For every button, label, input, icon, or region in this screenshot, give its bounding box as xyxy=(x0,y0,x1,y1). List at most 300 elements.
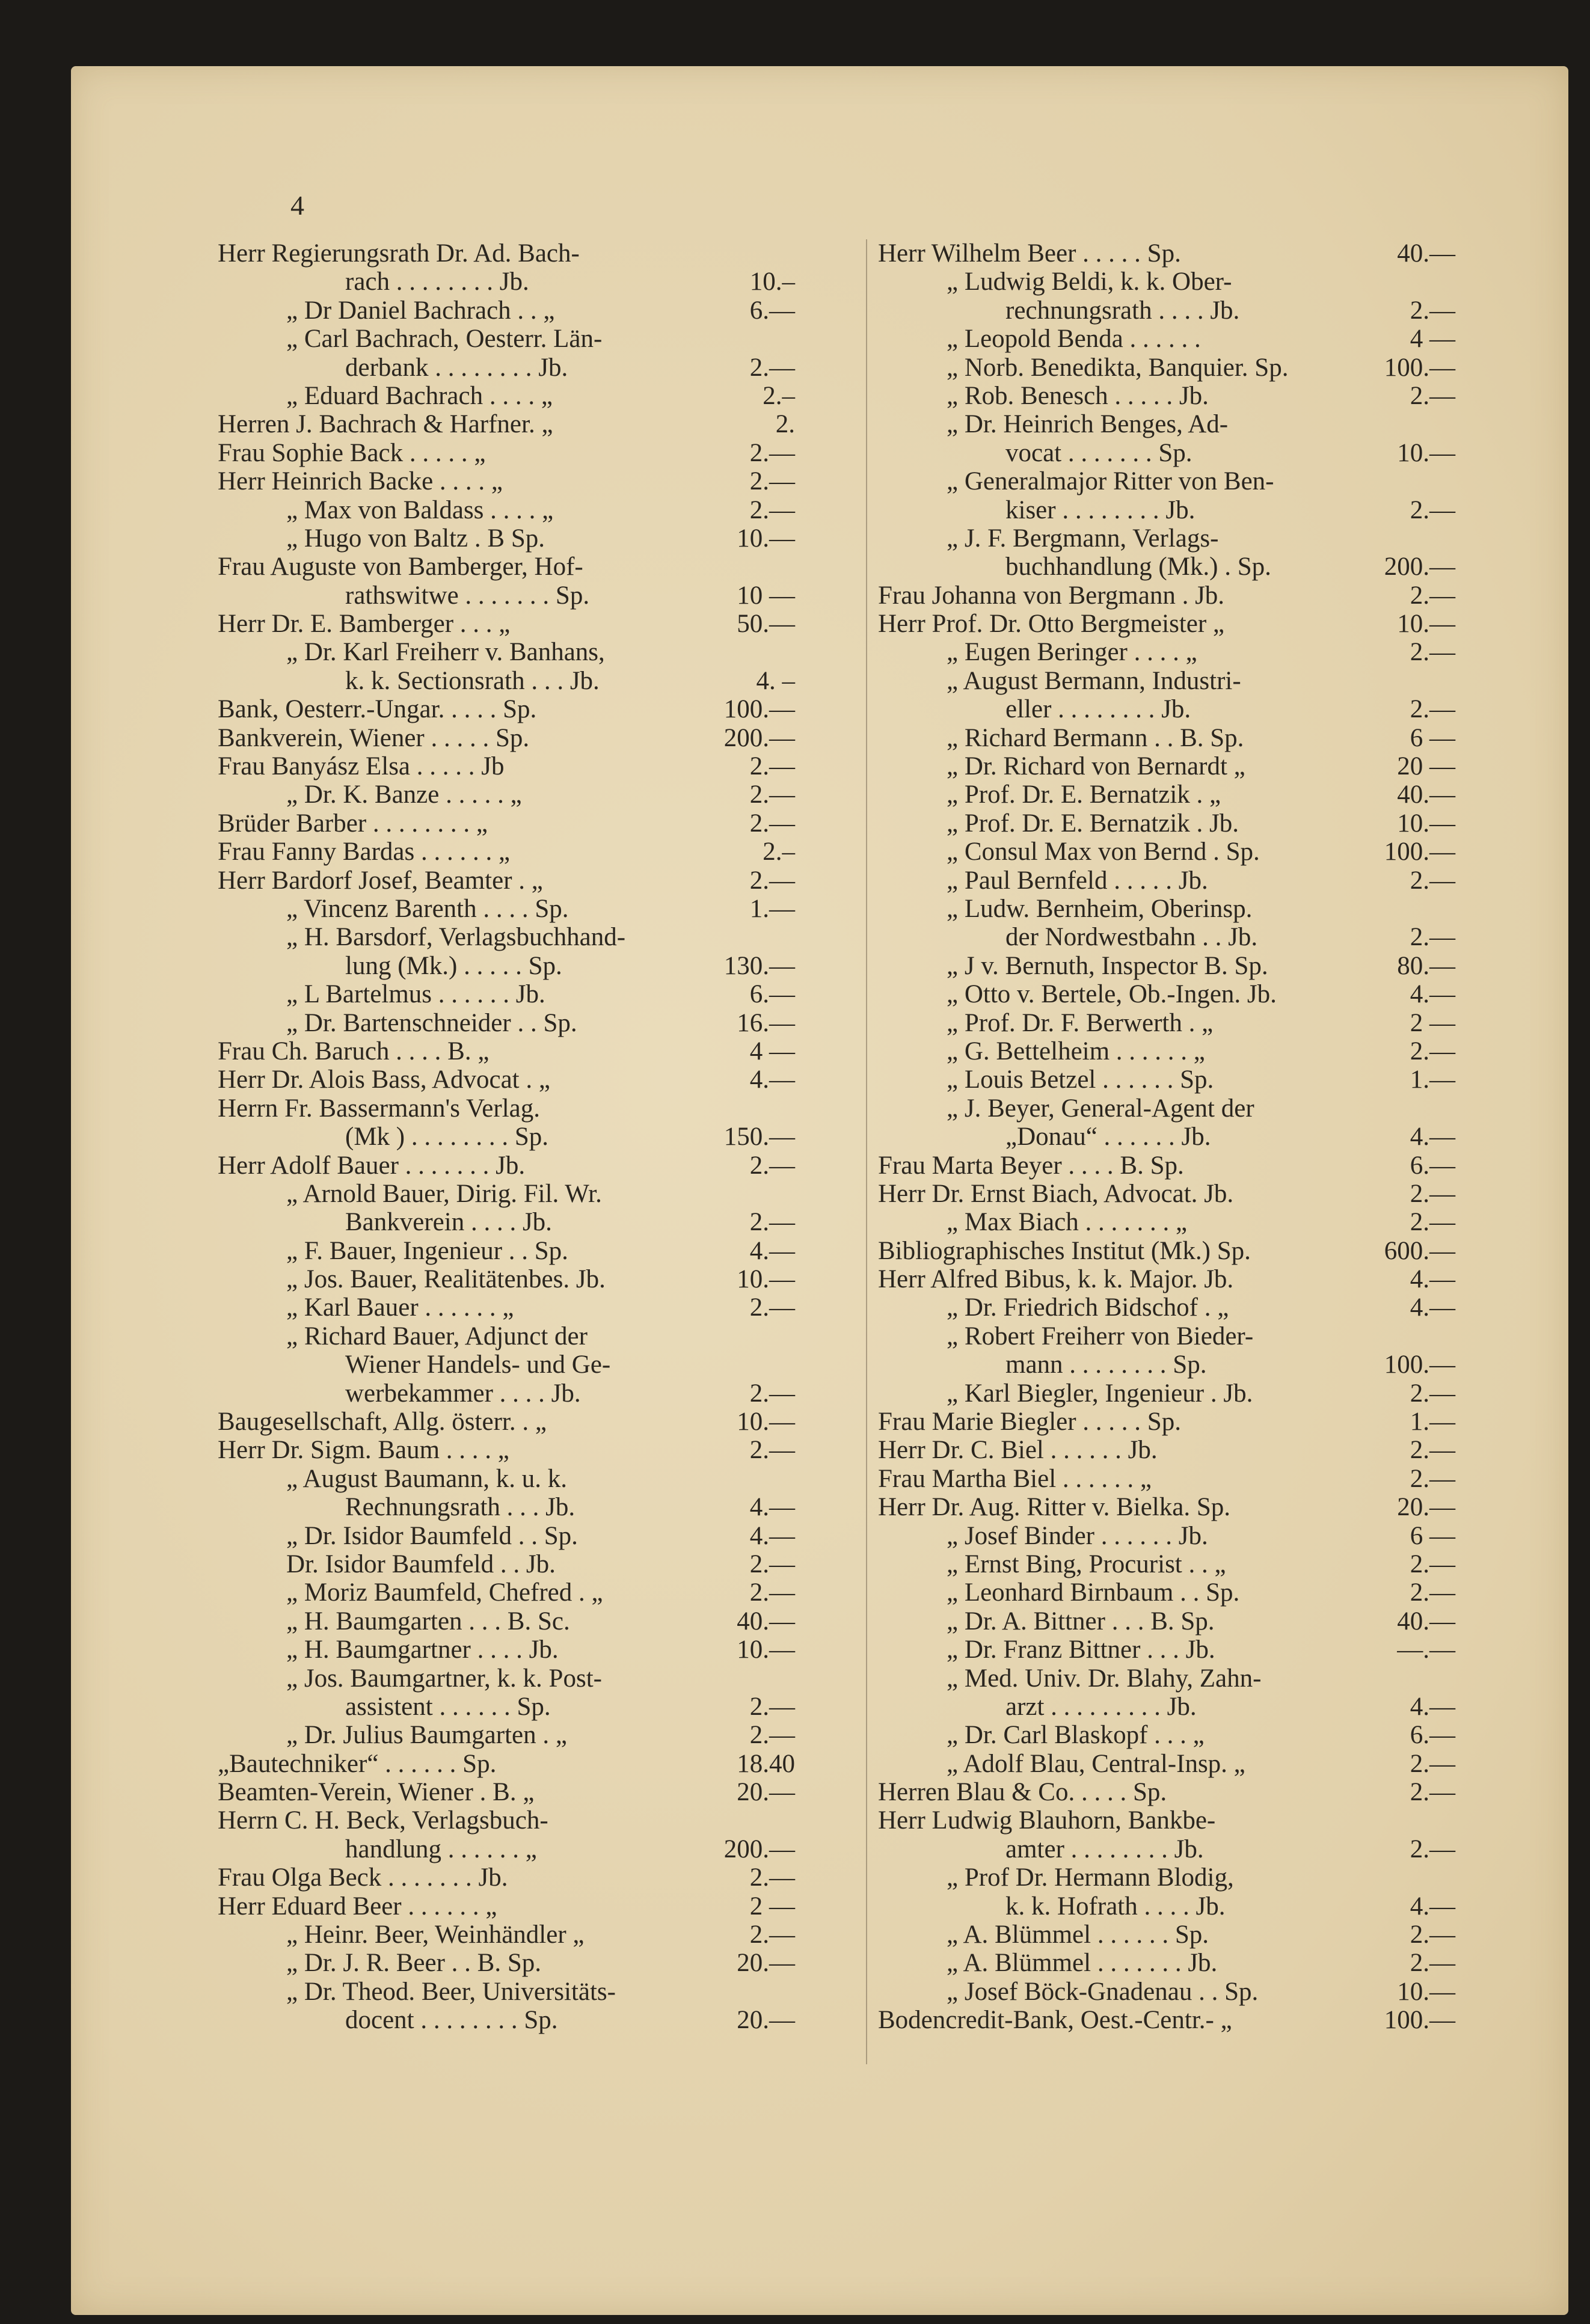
list-entry xyxy=(878,1863,1455,1892)
list-entry xyxy=(218,1065,795,1094)
entry-name: „ Dr. Franz Bittner . . . Jb. xyxy=(947,1636,1215,1664)
list-entry xyxy=(878,1835,1455,1863)
entry-name: „ August Baumann, k. u. k. xyxy=(286,1464,567,1493)
list-entry xyxy=(218,467,795,495)
entry-name: Herr Eduard Beer . . . . . . „ xyxy=(218,1892,497,1921)
list-entry xyxy=(218,1835,795,1863)
list-entry xyxy=(878,695,1455,723)
entry-amount: 2.— xyxy=(1410,1835,1455,1863)
entry-name: Herr Prof. Dr. Otto Bergmeister „ xyxy=(878,610,1224,639)
list-entry xyxy=(878,467,1455,495)
list-entry xyxy=(218,1237,795,1265)
entry-name: vocat . . . . . . . Sp. xyxy=(1005,438,1192,467)
list-entry xyxy=(218,1578,795,1607)
entry-name: „ L Bartelmus . . . . . . Jb. xyxy=(286,980,545,1009)
list-entry xyxy=(878,1293,1455,1322)
list-entry xyxy=(218,667,795,695)
entry-name: „ Vincenz Barenth . . . . Sp. xyxy=(286,894,569,923)
entry-name: „ Dr. Karl Freiherr v. Banhans, xyxy=(286,638,605,667)
list-entry xyxy=(218,296,795,325)
entry-name: „ H. Barsdorf, Verlagsbuchhand- xyxy=(286,923,626,952)
list-entry xyxy=(878,2006,1455,2034)
list-entry xyxy=(218,1607,795,1636)
list-entry xyxy=(878,780,1455,809)
entry-amount: 4.— xyxy=(749,1065,795,1094)
entry-name: „ Dr. Richard von Bernardt „ xyxy=(947,752,1245,781)
entry-amount: 2.— xyxy=(1410,1578,1455,1607)
entry-name: „ Prof. Dr. E. Bernatzik . Jb. xyxy=(947,809,1239,838)
entry-amount: 2.— xyxy=(1410,1921,1455,1949)
entry-name: Bank, Oesterr.-Ungar. . . . . Sp. xyxy=(218,695,537,724)
entry-amount: 1.— xyxy=(749,894,795,923)
list-entry xyxy=(878,296,1455,325)
entry-amount: 6.— xyxy=(749,296,795,325)
entry-amount: 10.— xyxy=(737,1265,795,1294)
entry-name: „ Louis Betzel . . . . . . Sp. xyxy=(947,1065,1214,1094)
list-entry xyxy=(878,610,1455,638)
entry-amount: 200.— xyxy=(1384,553,1455,581)
entry-amount: 2.— xyxy=(749,866,795,895)
entry-amount: 600.— xyxy=(1384,1236,1455,1265)
list-entry xyxy=(878,923,1455,951)
list-entry xyxy=(218,1806,795,1835)
entry-amount: 6.— xyxy=(1410,1151,1455,1180)
entry-amount: 2 — xyxy=(1410,1008,1455,1037)
list-entry xyxy=(218,980,795,1008)
list-entry xyxy=(218,1180,795,1208)
entry-amount: 20 — xyxy=(1397,752,1455,781)
entry-amount: 10.— xyxy=(737,1636,795,1664)
entry-name: „ Eugen Beringer . . . . „ xyxy=(947,638,1197,667)
entry-name: Frau Banyász Elsa . . . . . Jb xyxy=(218,752,505,781)
entry-name: Herr Heinrich Backe . . . . „ xyxy=(218,467,503,496)
entry-amount: 18.40 xyxy=(737,1749,795,1778)
entry-name: rechnungsrath . . . . Jb. xyxy=(1005,296,1240,325)
entry-amount: 6.— xyxy=(749,980,795,1009)
entry-name: derbank . . . . . . . . Jb. xyxy=(345,353,568,382)
entry-name: „ J. Beyer, General-Agent der xyxy=(947,1094,1254,1123)
entry-amount: 2 — xyxy=(749,1892,795,1921)
entry-name: Frau Johanna von Bergmann . Jb. xyxy=(878,581,1225,610)
list-entry xyxy=(218,1037,795,1065)
entry-name: „ Prof. Dr. F. Berwerth . „ xyxy=(947,1008,1214,1037)
entry-name: „ J v. Bernuth, Inspector B. Sp. xyxy=(947,951,1268,980)
entry-amount: 2.— xyxy=(749,1436,795,1465)
list-entry xyxy=(218,1949,795,1977)
entry-amount: 10.— xyxy=(1397,438,1455,467)
list-entry xyxy=(218,809,795,838)
list-entry xyxy=(218,382,795,410)
list-entry xyxy=(878,354,1455,382)
entry-name: Frau Auguste von Bamberger, Hof- xyxy=(218,553,583,581)
entry-amount: 2.— xyxy=(1410,1749,1455,1778)
entry-name: Herr Alfred Bibus, k. k. Major. Jb. xyxy=(878,1265,1234,1294)
entry-amount: 2.— xyxy=(749,1550,795,1578)
list-entry xyxy=(218,1892,795,1921)
entry-name: arzt . . . . . . . . . Jb. xyxy=(1005,1692,1197,1721)
entry-name: „ Hugo von Baltz . B Sp. xyxy=(286,524,545,553)
list-entry xyxy=(878,1436,1455,1464)
entry-name: „ Richard Bermann . . B. Sp. xyxy=(947,723,1244,752)
entry-amount: 4 — xyxy=(1410,325,1455,354)
entry-amount: 100.— xyxy=(1384,2006,1455,2035)
entry-name: „ Norb. Benedikta, Banquier. Sp. xyxy=(947,353,1289,382)
entry-amount: 2.— xyxy=(1410,1949,1455,1978)
entry-amount: 100.— xyxy=(1384,353,1455,382)
list-entry xyxy=(218,866,795,895)
list-entry xyxy=(878,1778,1455,1806)
list-entry xyxy=(218,1465,795,1493)
list-entry xyxy=(878,752,1455,780)
entry-amount: 100.— xyxy=(1384,838,1455,866)
entry-amount: 6 — xyxy=(1410,1521,1455,1550)
entry-name: „ August Bermann, Industri- xyxy=(947,666,1241,695)
entry-amount: 80.— xyxy=(1397,951,1455,980)
list-entry xyxy=(218,354,795,382)
entry-amount: 2.— xyxy=(749,752,795,781)
entry-name: buchhandlung (Mk.) . Sp. xyxy=(1005,553,1271,581)
entry-name: „ Josef Binder . . . . . . Jb. xyxy=(947,1521,1208,1550)
entry-amount: 4 — xyxy=(749,1037,795,1065)
list-entry xyxy=(878,1351,1455,1379)
entry-amount: 10.— xyxy=(1397,610,1455,639)
entry-amount: —.— xyxy=(1397,1636,1455,1664)
list-entry xyxy=(218,1408,795,1436)
entry-name: „ Adolf Blau, Central-Insp. „ xyxy=(947,1749,1245,1778)
entry-name: Herr Dr. Sigm. Baum . . . . „ xyxy=(218,1436,509,1465)
entry-name: „ A. Blümmel . . . . . . . Jb. xyxy=(947,1949,1218,1978)
list-entry xyxy=(878,638,1455,666)
entry-amount: 2.— xyxy=(749,1208,795,1237)
entry-amount: 2.— xyxy=(749,1293,795,1322)
entry-name: „ Moriz Baumfeld, Chefred . „ xyxy=(286,1578,603,1607)
entry-amount: 4.— xyxy=(1410,1123,1455,1151)
list-entry xyxy=(218,780,795,809)
list-entry xyxy=(878,1094,1455,1123)
entry-amount: 2.— xyxy=(1410,1464,1455,1493)
entry-amount: 2.— xyxy=(1410,1179,1455,1208)
list-entry xyxy=(878,1806,1455,1835)
list-entry xyxy=(218,1265,795,1293)
entry-name: „ Max Biach . . . . . . . „ xyxy=(947,1208,1188,1237)
entry-name: Herr Bardorf Josef, Beamter . „ xyxy=(218,866,543,895)
entry-name: Frau Fanny Bardas . . . . . . „ xyxy=(218,838,511,866)
entry-amount: 2.— xyxy=(1410,866,1455,895)
entry-name: „ Eduard Bachrach . . . . „ xyxy=(286,381,553,410)
entry-name: „ Dr. Friedrich Bidschof . „ xyxy=(947,1293,1229,1322)
list-entry xyxy=(878,1180,1455,1208)
entry-name: kiser . . . . . . . . Jb. xyxy=(1005,495,1196,524)
list-entry xyxy=(878,952,1455,980)
list-entry xyxy=(218,1293,795,1322)
entry-amount: 150.— xyxy=(723,1123,795,1151)
list-entry xyxy=(878,1237,1455,1265)
list-entry xyxy=(878,1636,1455,1664)
entry-amount: 6.— xyxy=(1410,1721,1455,1750)
entry-name: Brüder Barber . . . . . . . . „ xyxy=(218,809,488,838)
list-entry xyxy=(218,1208,795,1236)
entry-name: „ A. Blümmel . . . . . . Sp. xyxy=(947,1921,1209,1949)
list-entry xyxy=(218,239,795,268)
entry-name: „ H. Baumgarten . . . B. Sc. xyxy=(286,1607,570,1636)
list-entry xyxy=(878,382,1455,410)
entry-name: „ Heinr. Beer, Weinhändler „ xyxy=(286,1921,585,1949)
entry-name: „ Prof. Dr. E. Bernatzik . „ xyxy=(947,780,1221,809)
list-entry xyxy=(218,1009,795,1037)
list-entry xyxy=(218,1151,795,1180)
list-entry xyxy=(218,923,795,951)
entry-amount: 1.— xyxy=(1410,1408,1455,1436)
entry-name: „ Ludw. Bernheim, Oberinsp. xyxy=(947,894,1253,923)
entry-amount: 10.— xyxy=(1397,1977,1455,2006)
entry-name: „ Arnold Bauer, Dirig. Fil. Wr. xyxy=(286,1179,602,1208)
right-column xyxy=(878,239,1455,2035)
list-entry xyxy=(878,838,1455,866)
entry-name: „ J. F. Bergmann, Verlags- xyxy=(947,524,1219,553)
entry-amount: 2.— xyxy=(1410,1037,1455,1065)
entry-name: Frau Marta Beyer . . . . B. Sp. xyxy=(878,1151,1184,1180)
entry-name: Herr Dr. C. Biel . . . . . . Jb. xyxy=(878,1436,1158,1465)
entry-amount: 2.— xyxy=(749,780,795,809)
list-entry xyxy=(218,1436,795,1464)
entry-amount: 2.— xyxy=(1410,923,1455,952)
list-entry xyxy=(878,268,1455,296)
list-entry xyxy=(218,695,795,723)
entry-name: Herr Dr. E. Bamberger . . . „ xyxy=(218,610,511,639)
entry-amount: 10 — xyxy=(737,581,795,610)
entry-name: Bankverein . . . . Jb. xyxy=(345,1208,552,1237)
entry-name: „ Max von Baldass . . . . „ xyxy=(286,495,554,524)
entry-name: Herrn C. H. Beck, Verlagsbuch- xyxy=(218,1806,548,1835)
entry-name: handlung . . . . . . „ xyxy=(345,1835,537,1863)
entry-amount: 2.— xyxy=(749,1921,795,1949)
left-column xyxy=(218,239,795,2035)
list-entry xyxy=(218,1636,795,1664)
entry-name: mann . . . . . . . . Sp. xyxy=(1005,1351,1207,1379)
entry-amount: 40.— xyxy=(737,1607,795,1636)
entry-name: rach . . . . . . . . Jb. xyxy=(345,268,529,296)
list-entry xyxy=(878,1265,1455,1293)
entry-name: eller . . . . . . . . Jb. xyxy=(1005,695,1191,724)
list-entry xyxy=(878,1750,1455,1778)
entry-name: „ Dr. Julius Baumgarten . „ xyxy=(286,1721,567,1750)
list-entry xyxy=(878,1921,1455,1949)
entry-name: Wiener Handels- und Ge- xyxy=(345,1351,611,1379)
list-entry xyxy=(218,1322,795,1351)
entry-amount: 50.— xyxy=(737,610,795,639)
entry-amount: 100.— xyxy=(723,695,795,724)
list-entry xyxy=(878,809,1455,838)
list-entry xyxy=(878,1892,1455,1921)
entry-amount: 40.— xyxy=(1397,1607,1455,1636)
entry-amount: 6 — xyxy=(1410,723,1455,752)
list-entry xyxy=(218,1522,795,1550)
entry-amount: 2.— xyxy=(1410,381,1455,410)
list-entry xyxy=(218,524,795,553)
list-entry xyxy=(878,1949,1455,1977)
list-entry xyxy=(878,1693,1455,1721)
list-entry xyxy=(218,724,795,752)
entry-name: Herrn Fr. Bassermann's Verlag. xyxy=(218,1094,540,1123)
list-entry xyxy=(878,1065,1455,1094)
list-entry xyxy=(878,895,1455,923)
list-entry xyxy=(218,1721,795,1749)
entry-name: „ Karl Bauer . . . . . . „ xyxy=(286,1293,514,1322)
entry-amount: 2.— xyxy=(749,1863,795,1892)
list-entry xyxy=(878,1322,1455,1351)
entry-name: „ Josef Böck-Gnadenau . . Sp. xyxy=(947,1977,1259,2006)
entry-amount: 20.— xyxy=(737,1778,795,1807)
entry-amount: 2.– xyxy=(763,381,795,410)
entry-amount: 4.— xyxy=(1410,1265,1455,1294)
entry-name: „ Leonhard Birnbaum . . Sp. xyxy=(947,1578,1240,1607)
entry-amount: 2.— xyxy=(1410,296,1455,325)
list-entry xyxy=(878,1607,1455,1636)
entry-amount: 130.— xyxy=(723,951,795,980)
list-entry xyxy=(878,325,1455,353)
entry-name: „ Ludwig Beldi, k. k. Ober- xyxy=(947,268,1232,296)
list-entry xyxy=(878,1208,1455,1236)
list-entry xyxy=(878,1408,1455,1436)
entry-name: „ Ernst Bing, Procurist . . „ xyxy=(947,1550,1226,1578)
list-entry xyxy=(878,581,1455,610)
entry-name: Herren J. Bachrach & Harfner. „ xyxy=(218,410,553,439)
entry-amount: 10.— xyxy=(737,524,795,553)
entry-amount: 10.— xyxy=(737,1408,795,1436)
entry-name: docent . . . . . . . . Sp. xyxy=(345,2006,558,2035)
entry-name: „ Dr. J. R. Beer . . B. Sp. xyxy=(286,1949,542,1978)
entry-name: k. k. Hofrath . . . . Jb. xyxy=(1005,1892,1226,1921)
entry-amount: 100.— xyxy=(1384,1351,1455,1379)
entry-name: „ Med. Univ. Dr. Blahy, Zahn- xyxy=(947,1664,1262,1693)
entry-amount: 4.— xyxy=(749,1236,795,1265)
list-entry xyxy=(878,1037,1455,1065)
entry-amount: 4.— xyxy=(749,1521,795,1550)
list-entry xyxy=(878,524,1455,553)
entry-amount: 2.— xyxy=(749,353,795,382)
entry-amount: 2.– xyxy=(763,838,795,866)
list-entry xyxy=(218,496,795,524)
list-entry xyxy=(878,239,1455,268)
entry-name: „ Leopold Benda . . . . . . xyxy=(947,325,1201,354)
list-entry xyxy=(878,1379,1455,1408)
list-entry xyxy=(218,2006,795,2034)
entry-name: „ Generalmajor Ritter von Ben- xyxy=(947,467,1274,496)
entry-name: „Bautechniker“ . . . . . . Sp. xyxy=(218,1749,497,1778)
entry-name: „ Dr. Carl Blaskopf . . . „ xyxy=(947,1721,1205,1750)
list-entry xyxy=(878,553,1455,581)
entry-amount: 200.— xyxy=(723,1835,795,1863)
entry-name: Frau Martha Biel . . . . . . „ xyxy=(878,1464,1152,1493)
list-entry xyxy=(878,724,1455,752)
entry-amount: 20.— xyxy=(737,1949,795,1978)
list-entry xyxy=(878,1123,1455,1151)
column-divider xyxy=(866,239,867,2064)
entry-amount: 4. – xyxy=(756,666,795,695)
entry-amount: 2.— xyxy=(1410,1208,1455,1237)
entry-name: der Nordwestbahn . . Jb. xyxy=(1005,923,1258,952)
entry-amount: 2.— xyxy=(749,1721,795,1750)
entry-name: Herr Dr. Aug. Ritter v. Bielka. Sp. xyxy=(878,1493,1231,1522)
entry-name: Herr Adolf Bauer . . . . . . . Jb. xyxy=(218,1151,526,1180)
entry-amount: 2.— xyxy=(1410,581,1455,610)
entry-amount: 4.— xyxy=(1410,1692,1455,1721)
list-entry xyxy=(218,610,795,638)
entry-amount: 2.— xyxy=(749,1151,795,1180)
list-entry xyxy=(218,1693,795,1721)
list-entry xyxy=(218,1978,795,2006)
entry-name: Herr Regierungsrath Dr. Ad. Bach- xyxy=(218,239,580,268)
entry-name: „ H. Baumgartner . . . . Jb. xyxy=(286,1636,559,1664)
entry-amount: 4.— xyxy=(1410,980,1455,1009)
list-entry xyxy=(218,1750,795,1778)
entry-amount: 2. xyxy=(775,410,795,439)
list-entry xyxy=(218,1493,795,1521)
entry-amount: 2.— xyxy=(1410,638,1455,667)
list-entry xyxy=(218,553,795,581)
entry-amount: 2.— xyxy=(1410,1550,1455,1578)
entry-name: „ Dr. K. Banze . . . . . „ xyxy=(286,780,522,809)
entry-name: Bodencredit-Bank, Oest.-Centr.- „ xyxy=(878,2006,1232,2035)
list-entry xyxy=(218,439,795,467)
list-entry xyxy=(218,952,795,980)
entry-name: rathswitwe . . . . . . . Sp. xyxy=(345,581,590,610)
list-entry xyxy=(218,1094,795,1123)
entry-name: „ Robert Freiherr von Bieder- xyxy=(947,1322,1254,1351)
entry-name: „ Dr. A. Bittner . . . B. Sp. xyxy=(947,1607,1215,1636)
entry-name: „ G. Bettelheim . . . . . . „ xyxy=(947,1037,1205,1065)
entry-name: Frau Marie Biegler . . . . . Sp. xyxy=(878,1408,1181,1436)
entry-amount: 16.— xyxy=(737,1008,795,1037)
entry-amount: 2.— xyxy=(1410,1379,1455,1408)
entry-name: Frau Olga Beck . . . . . . . Jb. xyxy=(218,1863,508,1892)
entry-name: „ Dr. Theod. Beer, Universitäts- xyxy=(286,1977,616,2006)
entry-name: Bankverein, Wiener . . . . . Sp. xyxy=(218,723,530,752)
entry-name: „Donau“ . . . . . . Jb. xyxy=(1005,1123,1211,1151)
list-entry xyxy=(878,410,1455,438)
entry-amount: 2.— xyxy=(1410,495,1455,524)
entry-name: „ Paul Bernfeld . . . . . Jb. xyxy=(947,866,1208,895)
list-entry xyxy=(878,866,1455,895)
list-entry xyxy=(878,1465,1455,1493)
entry-amount: 20.— xyxy=(1397,1493,1455,1522)
list-entry xyxy=(878,1522,1455,1550)
entry-name: „ Carl Bachrach, Oesterr. Län- xyxy=(286,325,603,354)
entry-name: „ Richard Bauer, Adjunct der xyxy=(286,1322,588,1351)
entry-name: „ F. Bauer, Ingenieur . . Sp. xyxy=(286,1236,568,1265)
entry-name: „ Consul Max von Bernd . Sp. xyxy=(947,838,1260,866)
entry-name: (Mk ) . . . . . . . . Sp. xyxy=(345,1123,549,1151)
entry-amount: 2.— xyxy=(1410,695,1455,724)
entry-amount: 200.— xyxy=(723,723,795,752)
list-entry xyxy=(878,1550,1455,1578)
entry-amount: 10.– xyxy=(749,268,795,296)
list-entry xyxy=(218,410,795,438)
entry-name: „ Prof Dr. Hermann Blodig, xyxy=(947,1863,1234,1892)
entry-amount: 40.— xyxy=(1397,780,1455,809)
list-entry xyxy=(218,268,795,296)
entry-name: „ Otto v. Bertele, Ob.-Ingen. Jb. xyxy=(947,980,1277,1009)
list-entry xyxy=(878,1664,1455,1693)
entry-amount: 2.— xyxy=(749,1578,795,1607)
entry-amount: 20.— xyxy=(737,2006,795,2035)
entry-amount: 2.— xyxy=(749,495,795,524)
list-entry xyxy=(218,895,795,923)
list-entry xyxy=(218,1351,795,1379)
entry-name: „ Dr. Bartenschneider . . Sp. xyxy=(286,1008,577,1037)
list-entry xyxy=(218,1550,795,1578)
list-entry xyxy=(878,1978,1455,2006)
